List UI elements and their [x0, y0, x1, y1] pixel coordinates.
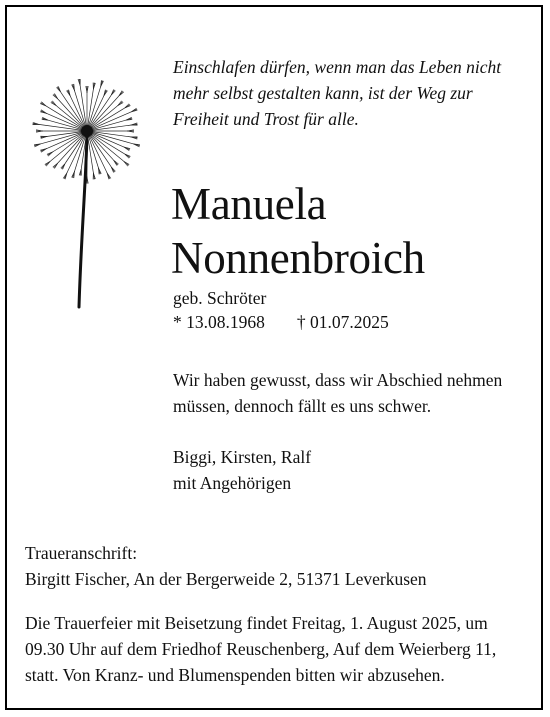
mourning-address [25, 540, 427, 592]
mourner-names: Biggi, Kirsten, Ralf [173, 447, 312, 467]
last-name: Nonnenbroich [171, 233, 425, 283]
birth-name: geb. Schröter [173, 288, 267, 308]
first-name: Manuela [171, 179, 327, 229]
address-heading: Traueranschrift: [25, 543, 138, 563]
quote [173, 54, 533, 132]
farewell-text [173, 367, 543, 419]
ceremony-line: Die Trauerfeier mit Beisetzung findet Freitag, 1. August 2025, um [25, 613, 488, 633]
quote-line: Freiheit und Trost für alle. [173, 109, 359, 129]
mourners [173, 444, 311, 496]
ceremony-info [25, 610, 535, 688]
quote-line: mehr selbst gestalten kann, ist der Weg zur [173, 83, 473, 103]
life-dates [173, 310, 389, 334]
deceased-name [171, 177, 425, 285]
birth-date: * 13.08.1968 [173, 312, 265, 332]
obituary-notice [5, 5, 543, 710]
quote-line: Einschlafen dürfen, wenn man das Leben nicht [173, 57, 502, 77]
dandelion-icon [29, 79, 149, 311]
mourner-relatives: mit Angehörigen [173, 473, 292, 493]
farewell-line: Wir haben gewusst, dass wir Abschied nehmen [173, 370, 503, 390]
ceremony-line: 09.30 Uhr auf dem Friedhof Reuschenberg, Auf dem Weierberg 11, [25, 639, 497, 659]
farewell-line: müssen, dennoch fällt es uns schwer. [173, 396, 432, 416]
death-date: † 01.07.2025 [296, 312, 389, 332]
ceremony-line: statt. Von Kranz- und Blumenspenden bitten wir abzusehen. [25, 665, 445, 685]
address-line: Birgitt Fischer, An der Bergerweide 2, 51371 Leverkusen [25, 569, 427, 589]
